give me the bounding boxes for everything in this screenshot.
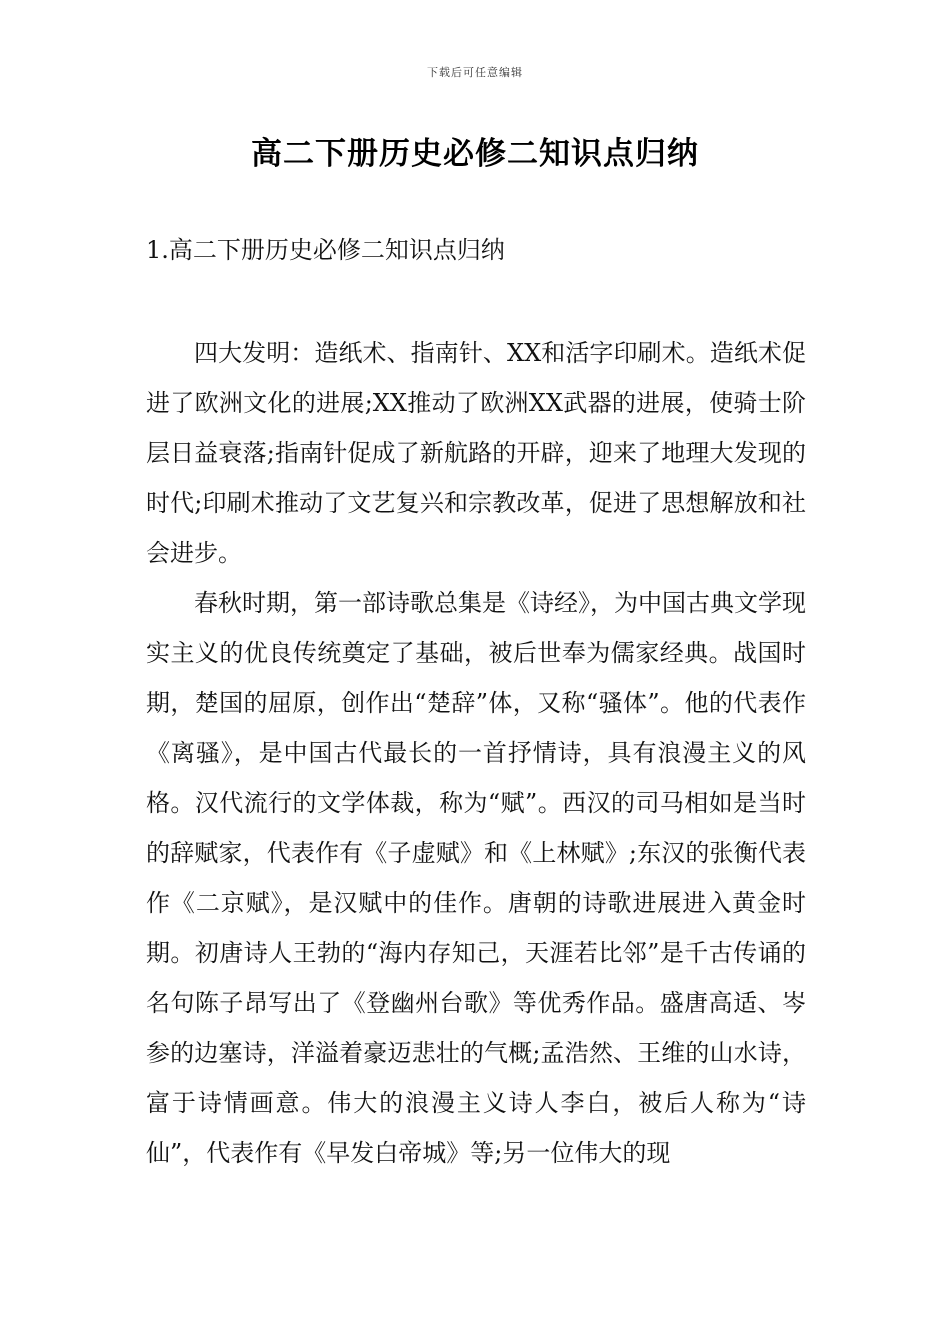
- paragraph-inventions: 四大发明：造纸术、指南针、XX和活字印刷术。造纸术促进了欧洲文化的进展;XX推动了欧洲XX武器的进展，使骑士阶层日益衰落;指南针促成了新航路的开辟，迎来了地理大发现的时代;印刷术推动了文艺复兴和宗教改革，促进了思想解放和社会进步。: [146, 339, 806, 567]
- document-title: 高二下册历史必修二知识点归纳: [251, 136, 699, 172]
- section-heading: 1.高二下册历史必修二知识点归纳: [146, 236, 505, 264]
- body-text: [146, 328, 806, 1178]
- header-note: 下载后可任意编辑: [427, 66, 523, 79]
- paragraph-literature: 春秋时期，第一部诗歌总集是《诗经》，为中国古典文学现实主义的优良传统奠定了基础，被后世奉为儒家经典。战国时期，楚国的屈原，创作出“楚辞”体，又称“骚体”。他的代表作《离骚》，是中国古代最长的一首抒情诗，具有浪漫主义的风格。汉代流行的文学体裁，称为“赋”。西汉的司马相如是当时的辞赋家，代表作有《子虚赋》和《上林赋》;东汉的张衡代表作《二京赋》，是汉赋中的佳作。唐朝的诗歌进展进入黄金时期。初唐诗人王勃的“海内存知己，天涯若比邻”是千古传诵的名句陈子昂写出了《登幽州台歌》等优秀作品。盛唐高适、岑参的边塞诗，洋溢着豪迈悲壮的气概;孟浩然、王维的山水诗，富于诗情画意。伟大的浪漫主义诗人李白，被后人称为“诗仙”，代表作有《早发白帝城》等;另一位伟大的现: [146, 589, 806, 1167]
